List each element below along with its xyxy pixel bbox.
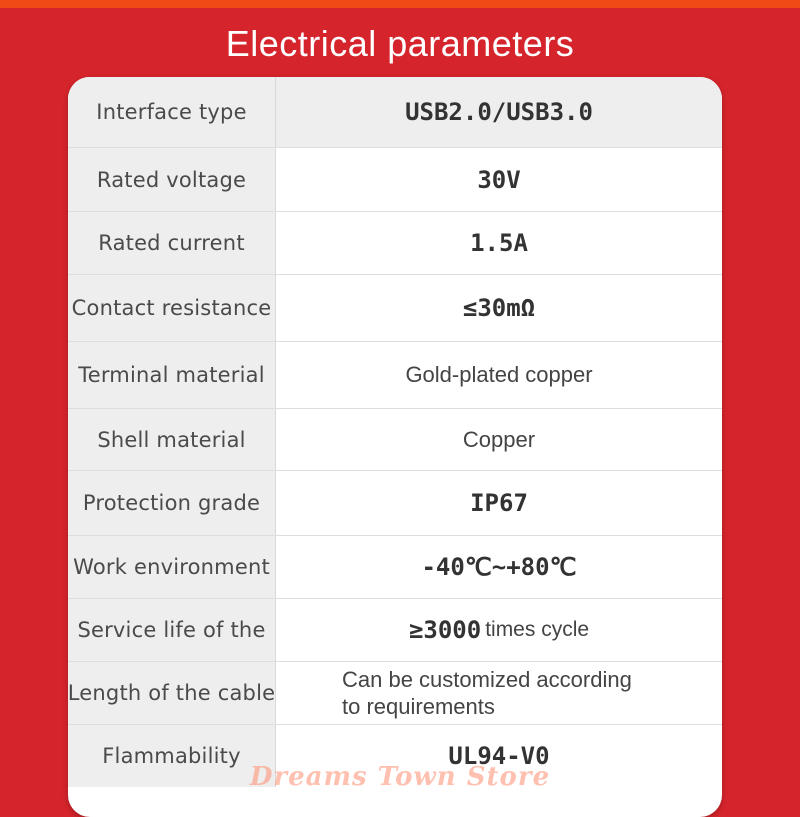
row-value bbox=[276, 662, 722, 724]
row-label: Rated voltage bbox=[68, 148, 276, 211]
row-value: ≤30mΩ bbox=[462, 294, 536, 322]
row-value: IP67 bbox=[470, 489, 528, 517]
row-value-line: to requirements bbox=[342, 694, 495, 719]
table-row bbox=[68, 471, 722, 536]
table-row bbox=[68, 342, 722, 409]
table-row bbox=[68, 148, 722, 212]
table-row bbox=[68, 662, 722, 725]
row-label: Length of the cable bbox=[68, 662, 276, 724]
row-value: 1.5A bbox=[470, 229, 528, 257]
row-label: Flammability bbox=[68, 725, 276, 787]
table-row bbox=[68, 275, 722, 342]
page-title: Electrical parameters bbox=[225, 23, 575, 64]
table-row bbox=[68, 536, 722, 599]
store-watermark: Dreams Town Store bbox=[249, 762, 551, 792]
row-value-line: Can be customized according bbox=[342, 667, 632, 692]
row-label: Interface type bbox=[68, 77, 276, 147]
row-value: -40℃~+80℃ bbox=[421, 553, 577, 581]
row-value: Copper bbox=[462, 426, 536, 452]
row-value-number: ≥3000 bbox=[408, 616, 482, 644]
row-value: UL94-V0 bbox=[448, 742, 550, 770]
row-value-suffix: times cycle bbox=[485, 618, 590, 641]
row-label: Service life of the bbox=[68, 599, 276, 661]
row-label: Shell material bbox=[68, 409, 276, 470]
table-row bbox=[68, 77, 722, 148]
table-row bbox=[68, 599, 722, 662]
row-label: Terminal material bbox=[68, 342, 276, 408]
parameters-table bbox=[68, 77, 722, 817]
row-value bbox=[276, 599, 722, 661]
row-label: Protection grade bbox=[68, 471, 276, 535]
row-label: Work environment bbox=[68, 536, 276, 598]
table-row bbox=[68, 409, 722, 471]
top-strip bbox=[0, 0, 800, 8]
row-value: USB2.0/USB3.0 bbox=[405, 98, 593, 126]
row-label: Rated current bbox=[68, 212, 276, 274]
row-label: Contact resistance bbox=[68, 275, 276, 341]
row-value: Gold-plated copper bbox=[405, 362, 593, 387]
row-value: 30V bbox=[477, 165, 521, 194]
table-row bbox=[68, 212, 722, 275]
